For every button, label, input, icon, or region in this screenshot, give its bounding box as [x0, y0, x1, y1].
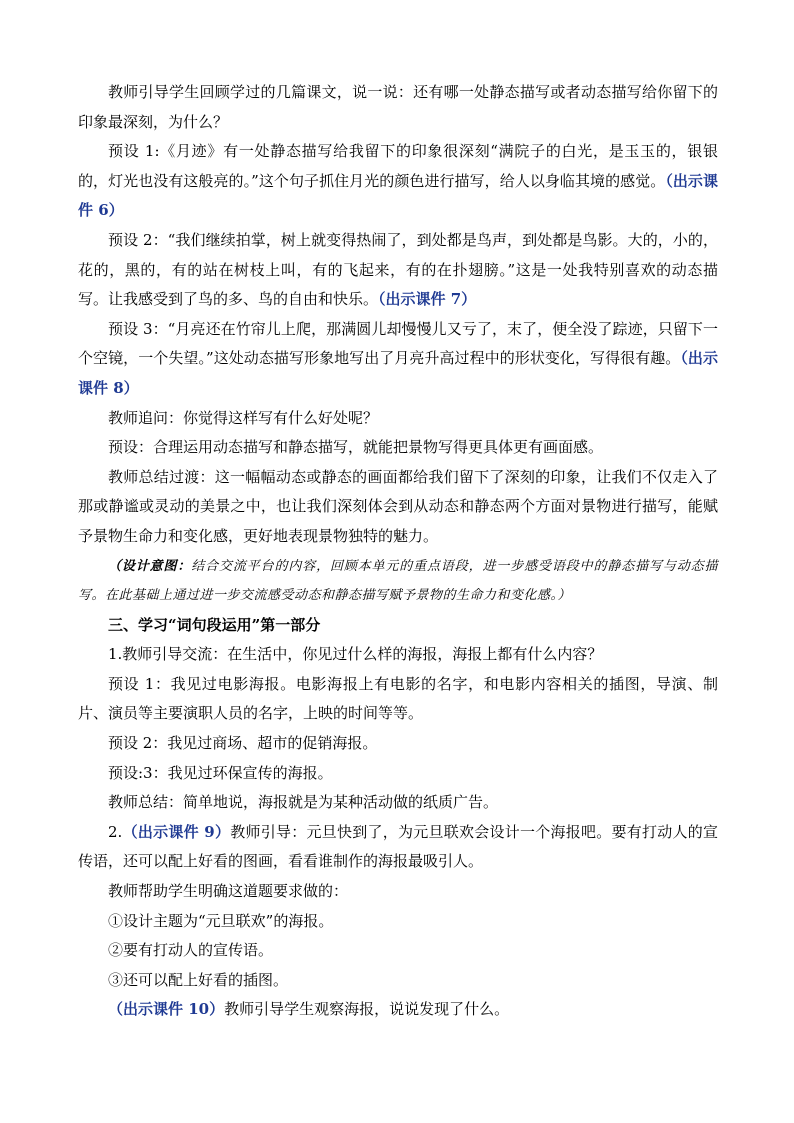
paragraph-preset-2	[78, 226, 718, 315]
paragraph-text: 1.教师引导交流：在生活中，你见过什么样的海报，海报上都有什么内容？	[108, 645, 603, 664]
paragraph-text: ②要有打动人的宣传语。	[108, 941, 274, 960]
paragraph-poster-preset-1	[78, 670, 718, 729]
paragraph-text: 教师追问：你觉得这样写有什么好处呢？	[108, 408, 379, 427]
paragraph-text: 2.	[108, 822, 123, 841]
section-heading	[78, 611, 718, 641]
requirement-item-2	[78, 936, 718, 966]
design-intent-label: （设计意图：	[108, 558, 192, 574]
courseware-cue: （出示课件 8）	[78, 349, 718, 397]
paragraph-exchange-prompt	[78, 640, 718, 670]
paragraph-requirements-intro	[78, 877, 718, 907]
paragraph-poster-preset-3	[78, 759, 718, 789]
paragraph-review-prompt	[78, 78, 718, 137]
paragraph-poster-summary	[78, 788, 718, 818]
paragraph-text: 教师总结过渡：这一幅幅动态或静态的画面都给我们留下了深刻的印象，让我们不仅走入了那或静谧或灵动的美景之中，也让我们深刻体会到从动态和静态两个方面对景物进行描写，能赋予景物生命力和变化感，更好地表现景物独特的魅力。	[78, 467, 718, 545]
document-page	[78, 78, 718, 1025]
courseware-cue: （出示课件 9）	[122, 822, 231, 841]
paragraph-text: ①设计主题为“元旦联欢”的海报。	[108, 911, 334, 930]
paragraph-text: 预设 1:《月迹》有一处静态描写给我留下的印象很深刻“满院子的白光，是玉玉的，银银的，灯光也没有这般亮的。”这个句子抓住月光的颜色进行描写，给人以身临其境的感觉。	[78, 142, 718, 190]
paragraph-text: 预设 1：我见过电影海报。电影海报上有电影的名字，和电影内容相关的插图，导演、制片、演员等主要演职人员的名字，上映的时间等等。	[78, 674, 718, 723]
paragraph-text: 预设:3：我见过环保宣传的海报。	[108, 763, 333, 782]
requirement-item-3	[78, 966, 718, 996]
courseware-cue: （出示课件 10）	[108, 1000, 225, 1019]
section-heading-text: 三、学习“词句段运用”第一部分	[108, 615, 321, 634]
paragraph-text: 预设 3：“月亮还在竹帘儿上爬，那满圆儿却慢慢儿又亏了，末了，便全没了踪迹，只留下一个空镜，一个失望。”这处动态描写形象地写出了月亮升高过程中的形状变化，写得很有趣。	[78, 319, 718, 368]
paragraph-text: 教师帮助学生明确这道题要求做的：	[108, 882, 349, 901]
paragraph-task-2	[78, 818, 718, 877]
paragraph-text: 教师总结：简单地说，海报就是为某种活动做的纸质广告。	[108, 793, 499, 812]
paragraph-teacher-question	[78, 404, 718, 434]
design-intent-note	[78, 552, 718, 611]
paragraph-text: 预设 2：“我们继续拍掌，树上就变得热闹了，到处都是鸟声，到处都是鸟影。大的，小的，花的，黑的，有的站在树枝上叫，有的飞起来，有的在扑翅膀。”这是一处我特别喜欢的动态描写。让我感受到了鸟的多、鸟的自由和快乐。	[78, 230, 718, 309]
design-intent-text: 结合交流平台的内容，回顾本单元的重点语段，进一步感受语段中的静态描写与动态描写。在此基础上通过进一步交流感受动态和静态描写赋予景物的生命力和变化感。）	[78, 558, 718, 604]
paragraph-text: 预设：合理运用动态描写和静态描写，就能把景物写得更具体更有画面感。	[108, 438, 604, 457]
paragraph-text: 教师引导：元旦快到了，为元旦联欢会设计一个海报吧。要有打动人的宣传语，还可以配上好看的图画，看看谁制作的海报最吸引人。	[78, 822, 718, 871]
paragraph-text: 预设 2：我见过商场、超市的促销海报。	[108, 734, 378, 753]
courseware-cue: （出示课件 7）	[378, 290, 477, 309]
paragraph-text: ③还可以配上好看的插图。	[108, 970, 289, 989]
paragraph-observe-poster	[78, 995, 718, 1025]
paragraph-preset-1	[78, 137, 718, 226]
paragraph-text: 教师引导学生回顾学过的几篇课文，说一说：还有哪一处静态描写或者动态描写给你留下的印象最深刻，为什么？	[78, 83, 718, 131]
paragraph-poster-preset-2	[78, 729, 718, 759]
paragraph-teacher-summary	[78, 463, 718, 552]
courseware-cue: （出示课件 6）	[78, 171, 718, 220]
paragraph-preset-answer	[78, 433, 718, 463]
requirement-item-1	[78, 907, 718, 937]
paragraph-text: 教师引导学生观察海报，说说发现了什么。	[224, 1000, 510, 1019]
paragraph-preset-3	[78, 315, 718, 404]
